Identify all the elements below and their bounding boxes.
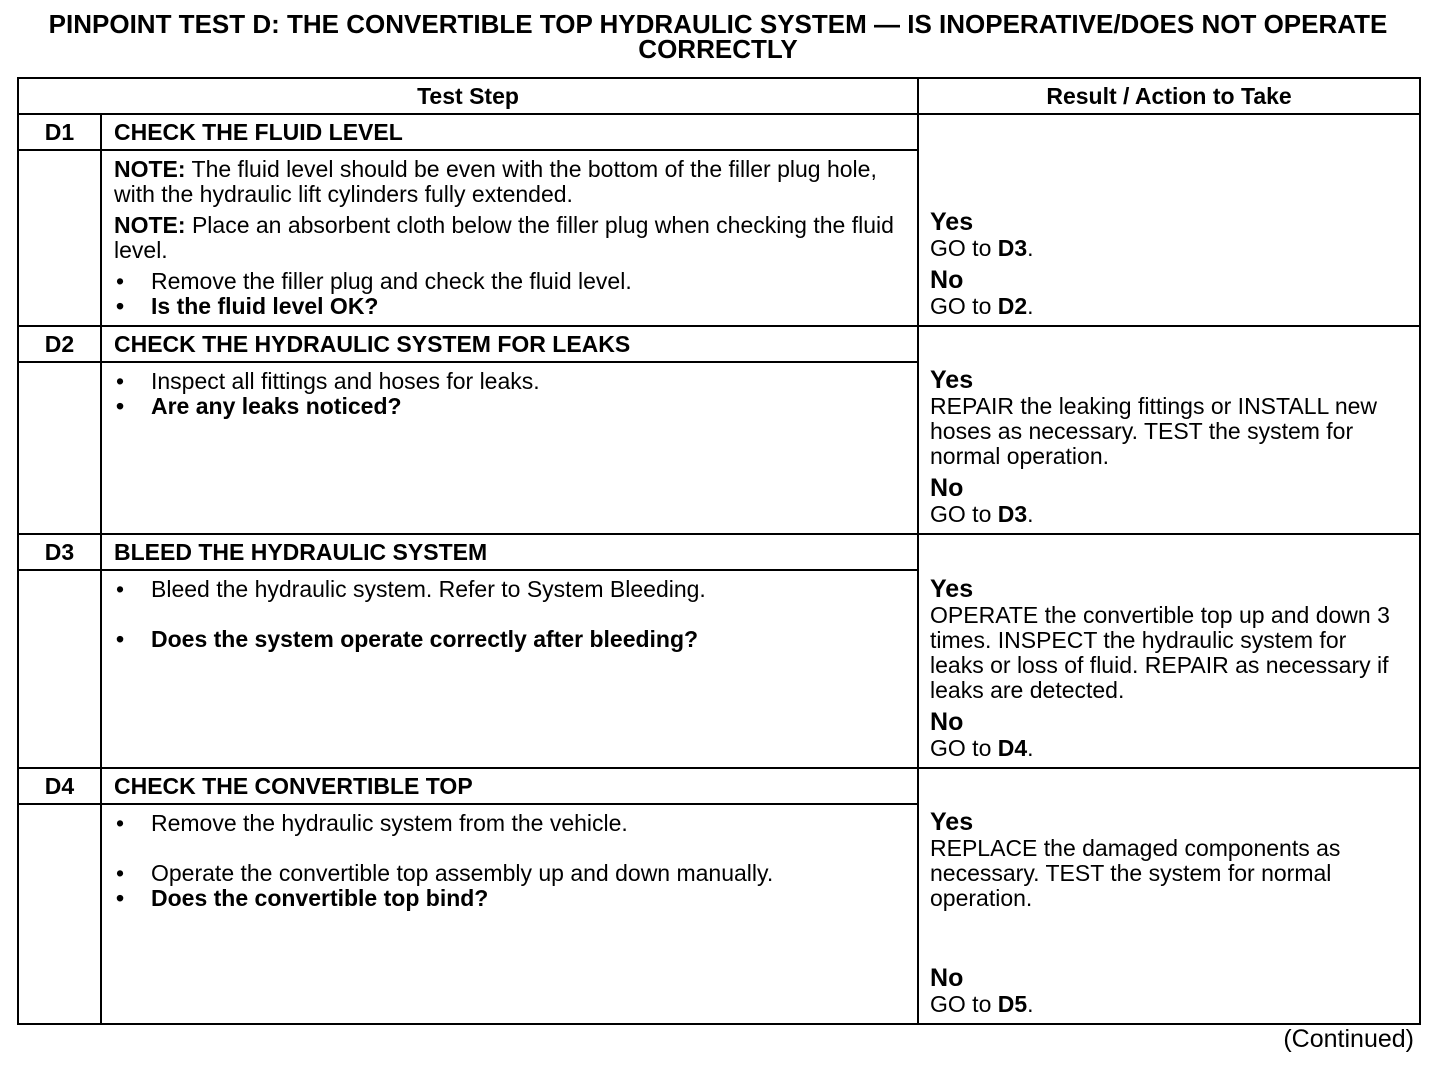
step-id: D4 [18, 768, 101, 804]
continued-label: (Continued) [1283, 1025, 1414, 1053]
yes-label: Yes [930, 366, 974, 394]
yes-action: REPLACE the damaged components as necessary. TEST the system for normal operation. [930, 835, 1341, 911]
yes-action: GO to D3. [930, 235, 1034, 261]
no-label: No [930, 964, 964, 992]
step-d3-heading-row [18, 534, 1420, 570]
step-d2-heading-row [18, 326, 1420, 362]
no-action: GO to D2. [930, 293, 1034, 319]
step-d3-result [918, 534, 1420, 768]
step-d4-result [918, 768, 1420, 1024]
step-d4-body [101, 804, 918, 1024]
note: NOTE: Place an absorbent cloth below the filler plug when checking the fluid level. [114, 212, 894, 263]
step-d3-body [101, 570, 918, 768]
step-link[interactable]: D2 [997, 293, 1028, 319]
no-label: No [930, 266, 964, 294]
step-d4-heading-row [18, 768, 1420, 804]
step-link[interactable]: D5 [997, 991, 1028, 1017]
page-title: PINPOINT TEST D: THE CONVERTIBLE TOP HYDRAULIC SYSTEM — IS INOPERATIVE/DOES NOT OPERATE CORRECTLY [48, 9, 1388, 64]
yes-action: REPAIR the leaking fittings or INSTALL new hoses as necessary. TEST the system for normal operation. [930, 393, 1378, 469]
step-link[interactable]: D3 [997, 235, 1028, 261]
no-action: GO to D4. [930, 735, 1034, 761]
step-d1-body [101, 150, 918, 326]
question-bullet: • Is the fluid level OK? [114, 294, 897, 319]
step-link[interactable]: D3 [997, 501, 1028, 527]
yes-label: Yes [930, 575, 974, 603]
question-bullet: • Does the system operate correctly after bleeding? [114, 627, 897, 652]
no-label: No [930, 474, 964, 502]
step-heading: CHECK THE CONVERTIBLE TOP [101, 768, 918, 804]
question-bullet: • Does the convertible top bind? [114, 886, 897, 911]
step-d2-body [101, 362, 918, 534]
step-id: D2 [18, 326, 101, 362]
step-d2-result [918, 326, 1420, 534]
step-d1-heading-row [18, 114, 1420, 150]
result-action-header: Result / Action to Take [918, 78, 1420, 114]
no-action: GO to D3. [930, 501, 1034, 527]
instruction-bullet: • Bleed the hydraulic system. Refer to System Bleeding. [114, 577, 897, 602]
instruction-bullet: • Operate the convertible top assembly up and down manually. [114, 861, 897, 886]
test-step-header: Test Step [18, 78, 918, 114]
step-heading: CHECK THE HYDRAULIC SYSTEM FOR LEAKS [101, 326, 918, 362]
yes-label: Yes [930, 808, 974, 836]
no-label: No [930, 708, 964, 736]
yes-action: OPERATE the convertible top up and down 3 times. INSPECT the hydraulic system for leaks or loss of fluid. REPAIR as necessary if leaks are detected. [930, 602, 1390, 703]
step-heading: CHECK THE FLUID LEVEL [101, 114, 918, 150]
step-heading: BLEED THE HYDRAULIC SYSTEM [101, 534, 918, 570]
instruction-bullet: • Remove the hydraulic system from the vehicle. [114, 811, 897, 836]
step-d1-result [918, 114, 1420, 326]
instruction-bullet: • Inspect all fittings and hoses for leaks. [114, 369, 897, 394]
instruction-bullet: • Remove the filler plug and check the fluid level. [114, 269, 897, 294]
pinpoint-test-table [17, 77, 1421, 1025]
no-action: GO to D5. [930, 991, 1034, 1017]
step-link[interactable]: D4 [997, 735, 1028, 761]
yes-label: Yes [930, 208, 974, 236]
question-bullet: • Are any leaks noticed? [114, 394, 897, 419]
step-id: D3 [18, 534, 101, 570]
step-id: D1 [18, 114, 101, 150]
note: NOTE: The fluid level should be even with the bottom of the filler plug hole, with the hydraulic lift cylinders fully extended. [114, 156, 877, 207]
table-header-row [18, 78, 1420, 114]
